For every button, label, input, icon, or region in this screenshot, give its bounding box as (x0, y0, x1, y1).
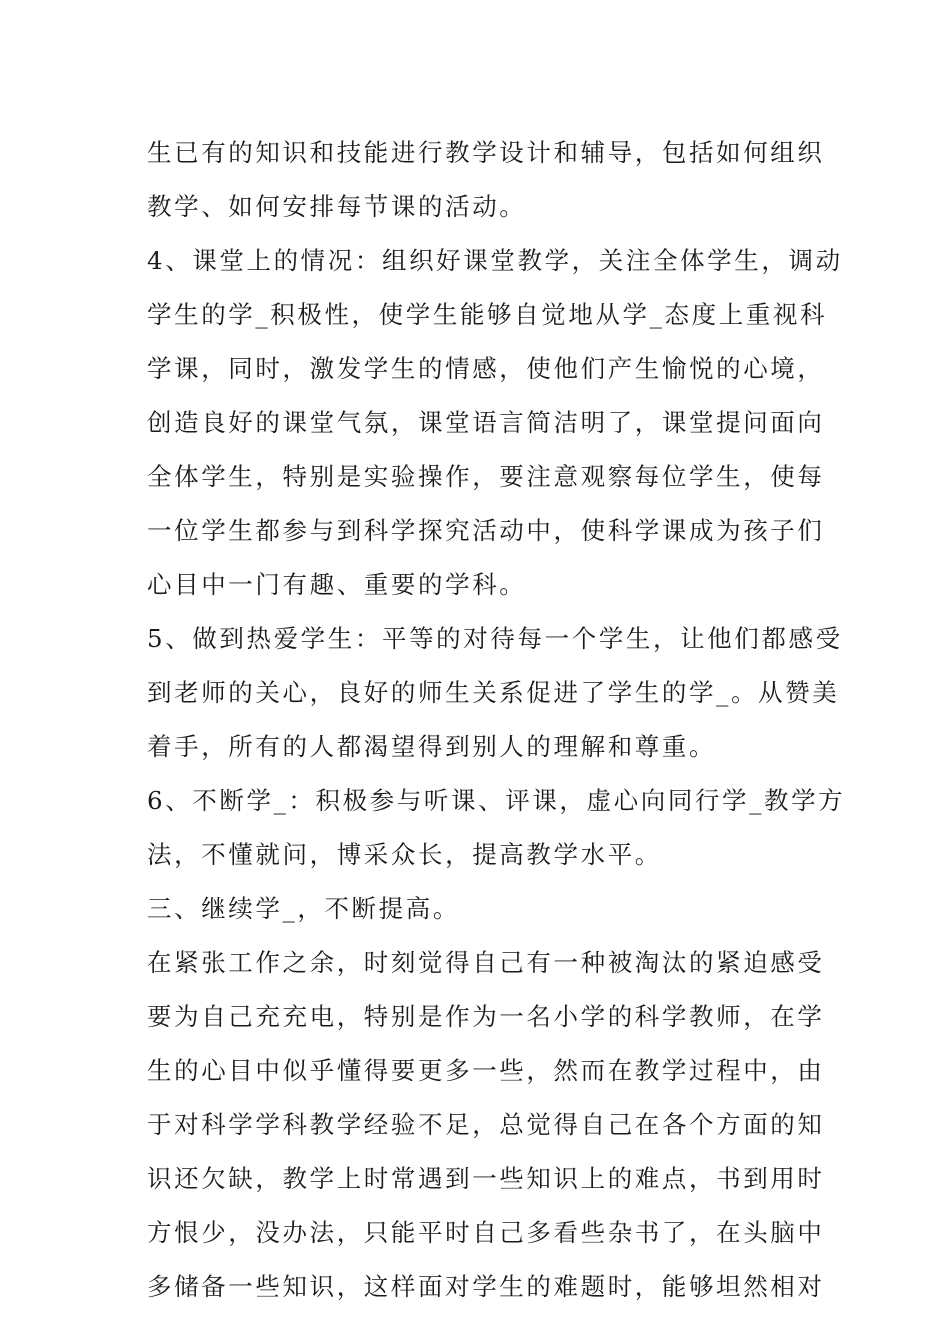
text-line: 全体学生，特别是实验操作，要注意观察每位学生，使每 (147, 462, 825, 491)
text-line: 6、不断学_：积极参与听课、评课，虚心向同行学_教学方 (147, 786, 846, 815)
text-line: 要为自己充充电，特别是作为一名小学的科学教师，在学 (147, 1002, 825, 1031)
text-line: 三、继续学_，不断提高。 (147, 894, 460, 923)
text-line: 学课，同时，激发学生的情感，使他们产生愉悦的心境， (147, 354, 825, 383)
text-line: 识还欠缺，教学上时常遇到一些知识上的难点，书到用时 (147, 1164, 825, 1193)
text-line: 学生的学_积极性，使学生能够自觉地从学_态度上重视科 (147, 300, 828, 329)
text-line: 方恨少，没办法，只能平时自己多看些杂书了，在头脑中 (147, 1218, 825, 1247)
text-line: 多储备一些知识，这样面对学生的难题时，能够坦然相对 (147, 1272, 825, 1301)
document-body (147, 126, 846, 1314)
text-line: 到老师的关心，良好的师生关系促进了学生的学_。从赞美 (147, 678, 840, 707)
text-line: 5、做到热爱学生：平等的对待每一个学生，让他们都感受 (147, 624, 843, 653)
text-line: 生已有的知识和技能进行教学设计和辅导，包括如何组织 (147, 138, 825, 167)
text-line: 创造良好的课堂气氛，课堂语言简洁明了，课堂提问面向 (147, 408, 825, 437)
text-line: 生的心目中似乎懂得要更多一些，然而在教学过程中，由 (147, 1056, 825, 1085)
text-line: 着手，所有的人都渴望得到别人的理解和尊重。 (147, 732, 717, 761)
text-line: 4、课堂上的情况：组织好课堂教学，关注全体学生，调动 (147, 246, 843, 275)
text-line: 在紧张工作之余，时刻觉得自己有一种被淘汰的紧迫感受 (147, 948, 825, 977)
text-line: 于对科学学科教学经验不足，总觉得自己在各个方面的知 (147, 1110, 825, 1139)
text-line: 法，不懂就问，博采众长，提高教学水平。 (147, 840, 662, 869)
text-line: 心目中一门有趣、重要的学科。 (147, 570, 527, 599)
text-line: 教学、如何安排每节课的活动。 (147, 192, 527, 221)
text-line: 一位学生都参与到科学探究活动中，使科学课成为孩子们 (147, 516, 825, 545)
